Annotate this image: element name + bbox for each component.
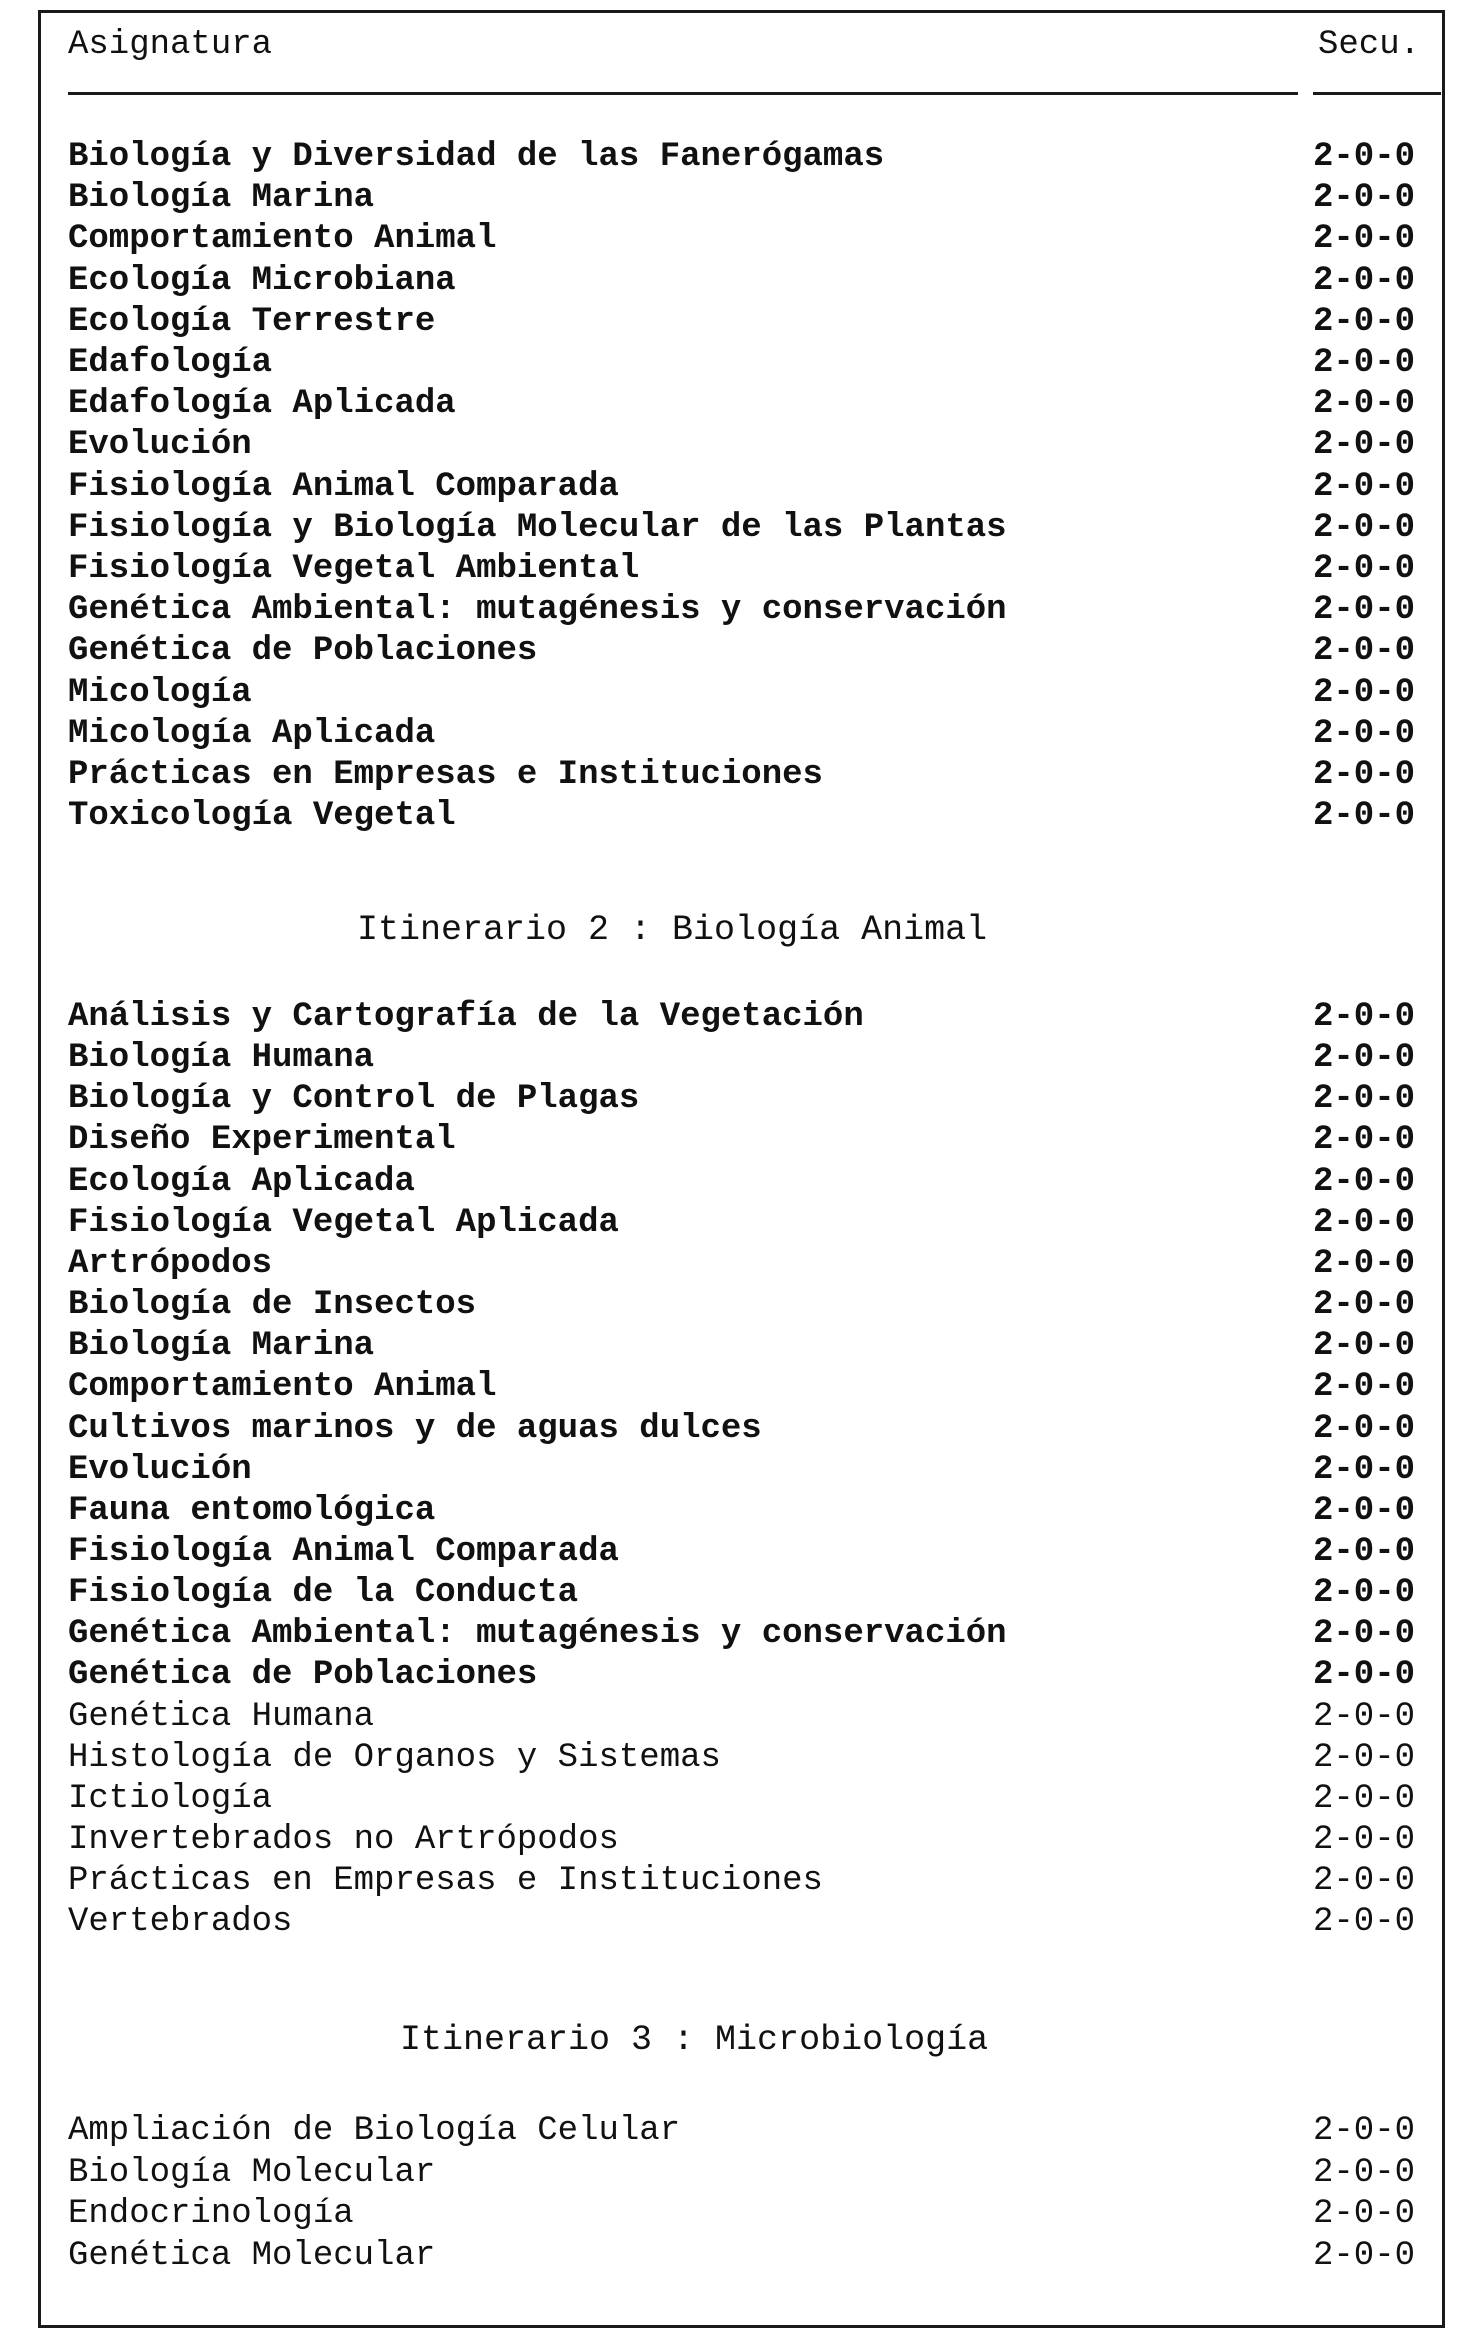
course-name: Ecología Terrestre [68,302,436,341]
course-secu: 2-0-0 [1313,1244,1416,1283]
course-secu: 2-0-0 [1313,591,1416,630]
course-secu: 2-0-0 [1313,550,1416,588]
course-name: Genética Ambiental: mutagénesis y conservación [68,1615,1007,1654]
course-name: Ictiología [68,1779,273,1818]
course-secu: 2-0-0 [1313,2236,1416,2275]
course-secu: 2-0-0 [1313,1409,1416,1448]
course-row [68,714,1443,755]
course-name: Vertebrados [68,1903,293,1942]
itinerary-3-title: Itinerario 3 : Microbiología [400,2020,989,2060]
course-row [68,178,1443,219]
course-name: Prácticas en Empresas e Instituciones [68,756,823,794]
course-secu: 2-0-0 [1313,1327,1416,1366]
course-name: Evolución [68,426,252,465]
course-name: Fisiología Animal Comparada [68,1532,619,1571]
course-name: Edafología [68,344,273,382]
course-secu: 2-0-0 [1313,1203,1416,1242]
course-secu: 2-0-0 [1313,302,1416,341]
course-row [68,631,1443,672]
course-row [68,796,1443,837]
column-header-asignatura: Asignatura [68,26,273,64]
column-header-secu: Secu. [1318,26,1421,64]
course-name: Biología Humana [68,1039,375,1078]
course-row [68,997,1443,1038]
course-secu: 2-0-0 [1313,385,1416,424]
course-name: Histología de Organos y Sistemas [68,1738,721,1777]
course-secu: 2-0-0 [1313,714,1416,753]
course-name: Genética de Poblaciones [68,632,538,671]
course-row [68,1162,1443,1203]
course-row [68,467,1443,508]
course-name: Biología Marina [68,179,375,218]
course-secu: 2-0-0 [1313,1491,1416,1530]
course-row [68,673,1443,714]
course-row [68,1697,1443,1738]
course-name: Fisiología Vegetal Aplicada [68,1203,619,1242]
course-row [68,1409,1443,1450]
course-row [68,1614,1443,1655]
course-name: Biología y Diversidad de las Fanerógamas [68,138,885,176]
course-row [68,1573,1443,1614]
course-row [68,1326,1443,1367]
course-secu: 2-0-0 [1313,138,1416,176]
course-row [68,1244,1443,1285]
course-secu: 2-0-0 [1313,632,1416,671]
course-secu: 2-0-0 [1313,1903,1416,1942]
course-name: Fisiología de la Conducta [68,1574,579,1613]
course-name: Genética Humana [68,1697,375,1736]
course-secu: 2-0-0 [1313,1862,1416,1901]
course-row [68,508,1443,549]
course-row [68,1285,1443,1326]
header-rule-left [68,92,1298,95]
course-row [68,1820,1443,1861]
course-row [68,343,1443,384]
course-secu: 2-0-0 [1313,1080,1416,1119]
course-name: Fauna entomológica [68,1491,436,1530]
course-name: Análisis y Cartografía de la Vegetación [68,998,864,1036]
course-row [68,1738,1443,1779]
course-name: Artrópodos [68,1244,273,1283]
course-row [68,1120,1443,1161]
course-name: Ecología Microbiana [68,261,456,300]
course-secu: 2-0-0 [1313,1738,1416,1777]
course-secu: 2-0-0 [1313,2195,1416,2233]
course-secu: 2-0-0 [1313,220,1416,259]
course-name: Genética Ambiental: mutagénesis y conservación [68,591,1007,630]
course-row [68,1203,1443,1244]
course-name: Fisiología Animal Comparada [68,467,619,506]
course-name: Genética de Poblaciones [68,1656,538,1695]
course-secu: 2-0-0 [1313,1121,1416,1160]
course-secu: 2-0-0 [1313,1162,1416,1201]
course-name: Edafología Aplicada [68,385,456,424]
course-name: Micología Aplicada [68,714,436,753]
course-name: Micología [68,673,252,712]
course-row [68,2236,1443,2277]
course-name: Biología de Insectos [68,1286,477,1325]
course-row [68,261,1443,302]
course-secu: 2-0-0 [1313,261,1416,300]
course-name: Diseño Experimental [68,1121,456,1160]
course-row [68,1038,1443,1079]
course-secu: 2-0-0 [1313,2112,1416,2150]
course-secu: 2-0-0 [1313,467,1416,506]
course-row [68,137,1443,178]
course-row [68,1367,1443,1408]
course-name: Biología y Control de Plagas [68,1080,640,1119]
course-name: Genética Molecular [68,2236,436,2275]
course-secu: 2-0-0 [1313,1286,1416,1325]
course-name: Fisiología y Biología Molecular de las Plantas [68,508,1007,547]
course-secu: 2-0-0 [1313,998,1416,1036]
course-row [68,425,1443,466]
course-secu: 2-0-0 [1313,673,1416,712]
course-row [68,302,1443,343]
course-secu: 2-0-0 [1313,1821,1416,1859]
course-name: Prácticas en Empresas e Instituciones [68,1862,823,1901]
course-row [68,219,1443,260]
course-row [68,1779,1443,1820]
course-secu: 2-0-0 [1313,2153,1416,2192]
course-row [68,1532,1443,1573]
course-name: Comportamiento Animal [68,220,497,259]
course-row [68,549,1443,590]
course-secu: 2-0-0 [1313,1779,1416,1818]
course-name: Ampliación de Biología Celular [68,2112,681,2150]
itinerary-2-title: Itinerario 2 : Biología Animal [357,910,988,950]
course-name: Biología Marina [68,1327,375,1366]
course-name: Evolución [68,1450,252,1489]
course-secu: 2-0-0 [1313,1656,1416,1695]
course-secu: 2-0-0 [1313,1697,1416,1736]
course-row [68,2153,1443,2194]
course-secu: 2-0-0 [1313,1039,1416,1078]
course-secu: 2-0-0 [1313,1532,1416,1571]
course-name: Ecología Aplicada [68,1162,415,1201]
course-name: Toxicología Vegetal [68,797,456,836]
course-row [68,1450,1443,1491]
course-row [68,2194,1443,2235]
course-row [68,1655,1443,1696]
course-secu: 2-0-0 [1313,179,1416,218]
course-row [68,755,1443,796]
course-row [68,1861,1443,1902]
header-rule-right [1313,92,1441,95]
course-name: Biología Molecular [68,2153,436,2192]
course-secu: 2-0-0 [1313,426,1416,465]
course-secu: 2-0-0 [1313,1368,1416,1407]
course-name: Fisiología Vegetal Ambiental [68,550,640,588]
course-row [68,1902,1443,1943]
course-row [68,2111,1443,2152]
course-secu: 2-0-0 [1313,508,1416,547]
course-name: Invertebrados no Artrópodos [68,1821,619,1859]
course-row [68,1079,1443,1120]
course-name: Comportamiento Animal [68,1368,497,1407]
course-name: Cultivos marinos y de aguas dulces [68,1409,762,1448]
course-secu: 2-0-0 [1313,756,1416,794]
course-secu: 2-0-0 [1313,344,1416,382]
course-secu: 2-0-0 [1313,797,1416,836]
course-secu: 2-0-0 [1313,1574,1416,1613]
course-secu: 2-0-0 [1313,1450,1416,1489]
course-row [68,590,1443,631]
course-row [68,1491,1443,1532]
course-row [68,384,1443,425]
course-name: Endocrinología [68,2195,354,2233]
course-secu: 2-0-0 [1313,1615,1416,1654]
